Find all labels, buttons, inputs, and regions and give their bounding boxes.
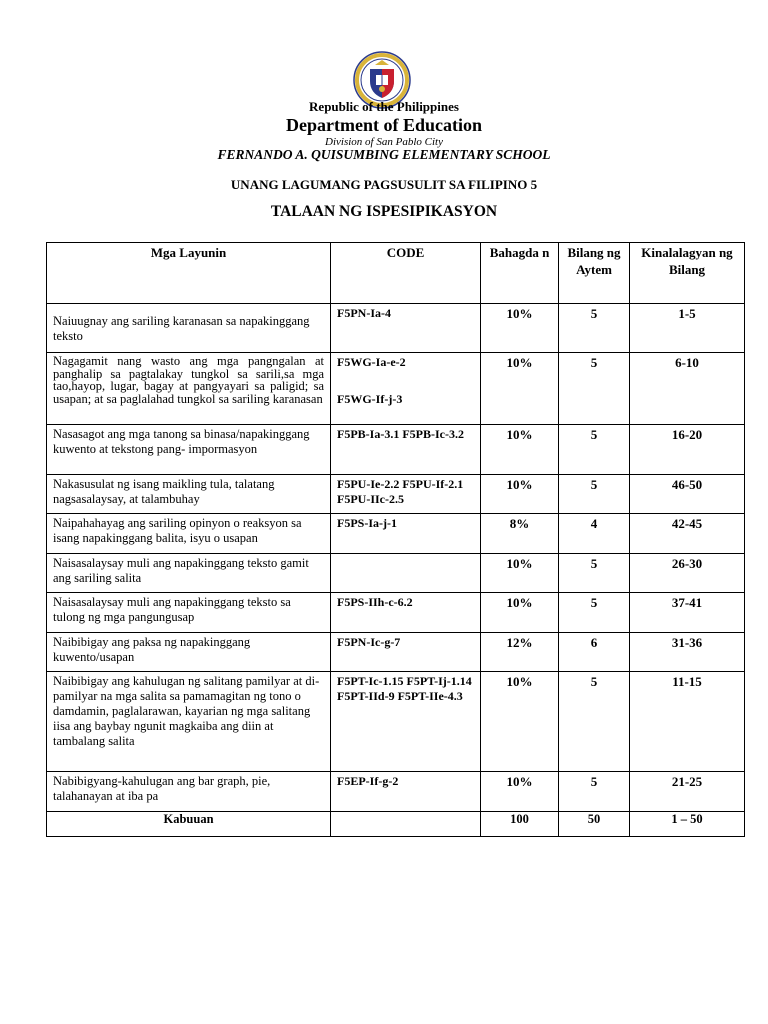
col-header-percent: Bahagda n bbox=[481, 243, 559, 304]
objective-cell: Naibibigay ang kahulugan ng salitang pamilyar at di-pamilyar na mga salita sa pamamagitan ng tono o damdamin, paglalarawan, kayarian ng mga salitang iisa ang baybay ngunit magkaiba ang diin at tambalang salita bbox=[47, 672, 331, 772]
republic-heading: Republic of the Philippines bbox=[309, 99, 459, 114]
location-cell: 31-36 bbox=[630, 633, 745, 672]
col-header-code: CODE bbox=[331, 243, 481, 304]
col-header-objective: Mga Layunin bbox=[47, 243, 331, 304]
table-row bbox=[47, 304, 745, 353]
percent-cell: 10% bbox=[481, 475, 559, 514]
table-row bbox=[47, 425, 745, 475]
col-header-location: Kinalalagyan ng Bilang bbox=[630, 243, 745, 304]
total-items: 50 bbox=[559, 812, 630, 837]
percent-cell: 12% bbox=[481, 633, 559, 672]
total-location: 1 – 50 bbox=[630, 812, 745, 837]
percent-cell: 8% bbox=[481, 514, 559, 554]
table-row bbox=[47, 353, 745, 425]
table-header-row bbox=[47, 243, 745, 304]
objective-cell: Nabibigyang-kahulugan ang bar graph, pie, talahanayan at iba pa bbox=[47, 772, 331, 812]
code-cell-secondary: F5WG-If-j-3 bbox=[337, 391, 403, 406]
items-cell: 5 bbox=[559, 672, 630, 772]
code-cell: F5EP-If-g-2 bbox=[331, 772, 481, 812]
code-cell: F5PN-Ia-4 bbox=[331, 304, 481, 353]
location-cell: 11-15 bbox=[630, 672, 745, 772]
items-cell: 5 bbox=[559, 353, 630, 425]
objective-cell: Nakasusulat ng isang maikling tula, talatang nagsasalaysay, at talambuhay bbox=[47, 475, 331, 514]
location-cell: 26-30 bbox=[630, 554, 745, 593]
location-cell: 37-41 bbox=[630, 593, 745, 633]
specification-table bbox=[46, 242, 745, 837]
items-cell: 5 bbox=[559, 554, 630, 593]
code-cell bbox=[331, 554, 481, 593]
department-heading: Department of Education bbox=[286, 115, 482, 135]
code-cell: F5PU-Ie-2.2 F5PU-If-2.1 F5PU-IIc-2.5 bbox=[331, 475, 481, 514]
code-cell: F5PS-Ia-j-1 bbox=[331, 514, 481, 554]
code-cell: F5WG-Ia-e-2 bbox=[337, 355, 406, 369]
items-cell: 5 bbox=[559, 772, 630, 812]
location-cell: 46-50 bbox=[630, 475, 745, 514]
code-cell: F5PS-IIh-c-6.2 bbox=[331, 593, 481, 633]
items-cell: 4 bbox=[559, 514, 630, 554]
objective-cell: Nasasagot ang mga tanong sa binasa/napakinggang kuwento at tekstong pang- impormasyon bbox=[47, 425, 331, 475]
items-cell: 5 bbox=[559, 475, 630, 514]
objective-cell: Naipahahayag ang sariling opinyon o reaksyon sa isang napakinggang balita, isyu o usapan bbox=[47, 514, 331, 554]
table-row bbox=[47, 772, 745, 812]
percent-cell: 10% bbox=[481, 304, 559, 353]
col-header-items: Bilang ng Aytem bbox=[559, 243, 630, 304]
total-code bbox=[331, 812, 481, 837]
table-row bbox=[47, 514, 745, 554]
code-cell: F5PB-Ia-3.1 F5PB-Ic-3.2 bbox=[331, 425, 481, 475]
table-row bbox=[47, 593, 745, 633]
table-row bbox=[47, 672, 745, 772]
percent-cell: 10% bbox=[481, 425, 559, 475]
objective-cell: Naibibigay ang paksa ng napakinggang kuwento/usapan bbox=[47, 633, 331, 672]
table-row bbox=[47, 475, 745, 514]
total-label: Kabuuan bbox=[47, 812, 331, 837]
items-cell: 5 bbox=[559, 304, 630, 353]
code-cell: F5PN-Ic-g-7 bbox=[331, 633, 481, 672]
total-row bbox=[47, 812, 745, 837]
location-cell: 16-20 bbox=[630, 425, 745, 475]
location-cell: 6-10 bbox=[630, 353, 745, 425]
percent-cell: 10% bbox=[481, 672, 559, 772]
objective-cell: Naisasalaysay muli ang napakinggang teksto sa tulong ng mga pangungusap bbox=[47, 593, 331, 633]
code-cell: F5PT-Ic-1.15 F5PT-Ij-1.14 F5PT-IId-9 F5PT-IIe-4.3 bbox=[331, 672, 481, 772]
percent-cell: 10% bbox=[481, 353, 559, 425]
items-cell: 5 bbox=[559, 593, 630, 633]
division-heading: Division of San Pablo City bbox=[325, 136, 443, 148]
objective-cell: Naiuugnay ang sariling karanasan sa napakinggang teksto bbox=[53, 314, 310, 343]
objective-cell: Nagagamit nang wasto ang mga pangngalan at panghalip sa pagtalakay tungkol sa sarili,sa mga tao,hayop, lugar, bagay at pangyayari sa paligid; sa usapan; at sa paglalahad tungkol sa sariling karanasan bbox=[47, 353, 331, 425]
exam-title: UNANG LAGUMANG PAGSUSULIT SA FILIPINO 5 bbox=[230, 177, 538, 192]
table-row bbox=[47, 554, 745, 593]
items-cell: 6 bbox=[559, 633, 630, 672]
table-title: TALAAN NG ISPESIPIKASYON bbox=[270, 203, 498, 220]
table-row bbox=[47, 633, 745, 672]
percent-cell: 10% bbox=[481, 772, 559, 812]
location-cell: 42-45 bbox=[630, 514, 745, 554]
items-cell: 5 bbox=[559, 425, 630, 475]
school-name: FERNANDO A. QUISUMBING ELEMENTARY SCHOOL bbox=[217, 147, 551, 162]
percent-cell: 10% bbox=[481, 554, 559, 593]
location-cell: 21-25 bbox=[630, 772, 745, 812]
location-cell: 1-5 bbox=[630, 304, 745, 353]
objective-cell: Naisasalaysay muli ang napakinggang teksto gamit ang sariling salita bbox=[47, 554, 331, 593]
total-percent: 100 bbox=[481, 812, 559, 837]
percent-cell: 10% bbox=[481, 593, 559, 633]
